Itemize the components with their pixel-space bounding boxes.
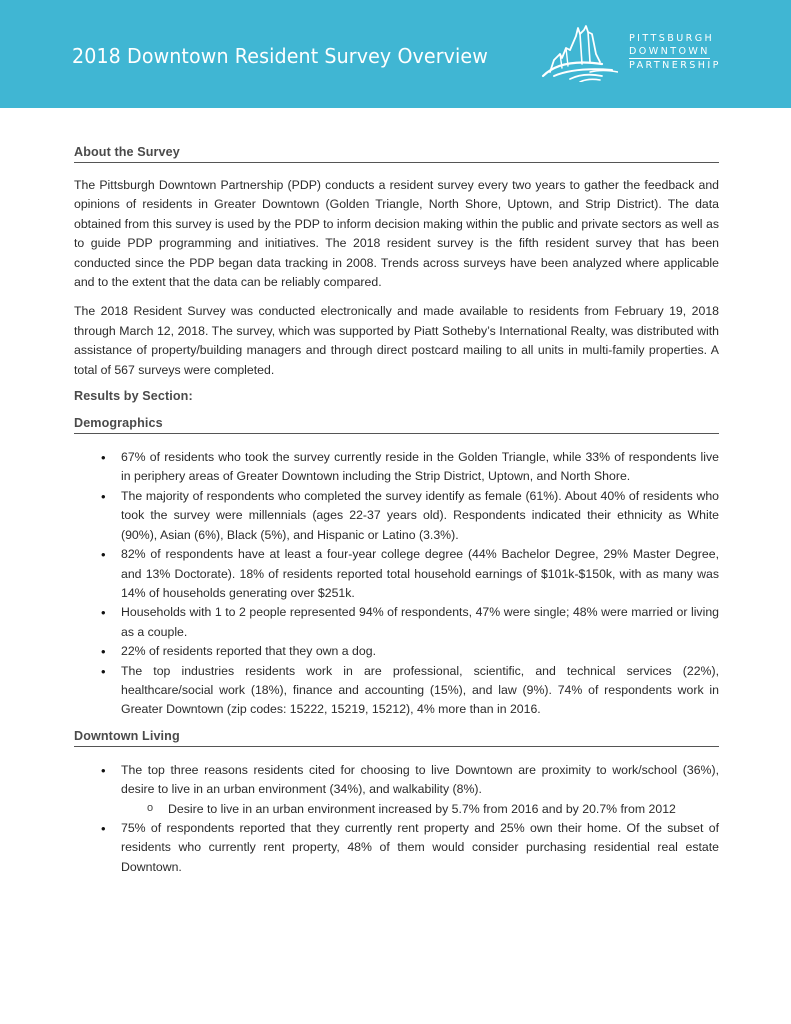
section-demographics	[74, 416, 719, 720]
sub-list-item: o Desire to live in an urban environment increased by 5.7% from 2016 and by 20.7% from 2012	[147, 800, 719, 819]
about-paragraph-1: The Pittsburgh Downtown Partnership (PDP) conducts a resident survey every two years to gather the feedback and opinions of residents in Greater Downtown (Golden Triangle, North Shore, Uptown, and Strip District). The data obtained from this survey is used by the PDP to inform decision making within the public and private sectors as well as to guide PDP programming and initiatives. The 2018 resident survey is the fifth resident survey that has been conducted since the PDP began data tracking in 2008. Trends across surveys have been analyzed where applicable and to the extent that the data can be reliably compared.	[74, 178, 719, 290]
section-heading-demographics: Demographics	[74, 416, 719, 434]
results-by-section-heading: Results by Section:	[74, 389, 193, 404]
list-item: • 82% of respondents have at least a four-year college degree (44% Bachelor Degree, 29% Master Degree, and 13% Doctorate). 18% of residents reported total household earnings of $101k-$150k, with as many was 14% of households generating over $251k.	[101, 545, 719, 603]
about-paragraph-2: The 2018 Resident Survey was conducted electronically and made available to residents from February 19, 2018 through March 12, 2018. The survey, which was supported by Piatt Sotheby’s International Realty, was distributed with assistance of property/building managers and through direct postcard mailing to all units in multi-family properties. A total of 567 surveys were completed.	[74, 304, 719, 377]
list-item-text: The top three reasons residents cited for choosing to live Downtown are proximity to work/school (36%), desire to live in an urban environment (34%), and walkability (8%).	[121, 762, 719, 797]
list-item: • Households with 1 to 2 people represented 94% of respondents, 47% were single; 48% were married or living as a couple.	[101, 603, 719, 642]
section-heading-about: About the Survey	[74, 145, 719, 163]
list-item: • The majority of respondents who completed the survey identify as female (61%). About 40% of residents who took the survey were millennials (ages 22-37 years old). Respondents indicated their ethnicity as White (90%), Asian (6%), Black (5%), and Hispanic or Latino (3.3%).	[101, 487, 719, 545]
logo-line-1: PITTSBURGH	[629, 33, 715, 44]
pdp-logo	[540, 24, 730, 84]
list-item: • 67% of residents who took the survey currently reside in the Golden Triangle, while 33% of respondents live in periphery areas of Greater Downtown including the Strip District, Uptown, and North Shore.	[101, 448, 719, 487]
demographics-list	[101, 448, 719, 720]
document-body	[74, 145, 719, 877]
list-item	[101, 761, 719, 819]
city-bridge-river-logo-icon	[540, 24, 618, 82]
section-about	[74, 145, 719, 380]
section-heading-downtown-living: Downtown Living	[74, 729, 719, 747]
document-title: 2018 Downtown Resident Survey Overview	[72, 44, 488, 68]
section-downtown-living	[74, 729, 719, 877]
logo-wordmark	[629, 32, 721, 72]
logo-line-3: PARTNERSHIP	[629, 60, 721, 71]
logo-line-2: DOWNTOWN	[629, 46, 710, 57]
list-item: • 75% of respondents reported that they currently rent property and 25% own their home. Of the subset of residents who currently rent property, 48% of them would consider purchasing residential real estate Downtown.	[101, 819, 719, 877]
list-item: • The top industries residents work in are professional, scientific, and technical services (22%), healthcare/social work (18%), finance and accounting (15%), and law (9%). 74% of respondents work in Greater Downtown (zip codes: 15222, 15219, 15212), 4% more than in 2016.	[101, 662, 719, 720]
header-banner	[0, 0, 791, 108]
list-item: • 22% of residents reported that they own a dog.	[101, 642, 719, 661]
sub-list	[147, 800, 719, 819]
downtown-living-list	[101, 761, 719, 877]
